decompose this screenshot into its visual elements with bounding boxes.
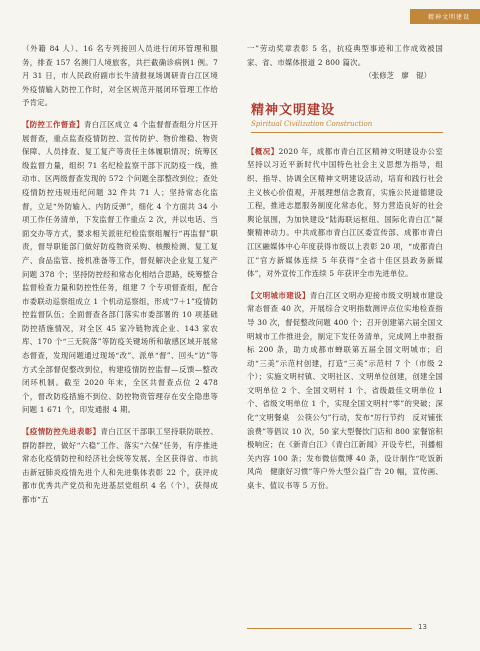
- paragraph-text: 2020 年，成都市青白江区精神文明建设办公室坚持以习近平新时代中国特色社会主义思想为指导，组织、指导、协调全区精神文明建设活动，培育和践行社会主义核心价值观，开展理想信念教育，实施公民道德建设工程，推进志愿服务制度化常态化，努力营造良好的社会舆论氛围，为加快建设“陆海联运枢纽、国际化青白江”凝聚精神动力。中共成都市青白江区委宣传部、成都市青白江区融媒体中心年度获得市级以上表彰 20 项，“成都青白江”官方新媒体连续 5 年获得“全省十佳区县政务新媒体”，对外宣传工作连续 5 年获评全市先进单位。: [247, 146, 443, 279]
- left-paragraph-2: [22, 118, 218, 417]
- right-column: [247, 42, 443, 493]
- right-paragraph-3: [247, 289, 443, 493]
- section-divider: [251, 132, 443, 133]
- paragraph-text: 青白江区干部职工坚持联防联控、群防群控，做好“六稳”工作、落实“六保”任务，有序推进常态化疫情防控和经济社会统等发展。全区获得省、市抗击新冠肺炎疫情先进个人和先进集体表彰 22 个，获评成都市优秀共产党员和先进基层党组织 4 名（个），获得成都市“五: [22, 427, 218, 504]
- paragraph-text: 青白江区成立 4 个监督督查组分片区开展督查，重点监查疫情防控、宣传防护、物价维稳、物资保障、人员排查、复工复产等责任主体履职情况；统筹区级监督力量，组织 71 名纪检监察干部下沉防疫一线，推动市、区两级督查发现的 572 个问题全部整改到位；查处疫情防控违规违纪问题 32 件共 71 人；坚持常态化监督，立足“外防输入、内防反弹”，细化 4 个方面共 34 小项工作任务清单，下发监督工作重点 2 次，并以电话、当面交办等方式，要求相关派驻纪检监察组履行“再监督”职责，督导职能部门做好防疫物资采购、核酸检测、复工复产、食品监管、接机准备等工作，督促解决企业复工复产问题 378 个；坚持防控经和常态化相结合思路，统筹整合监督检查力量和防控性任务，组建 7 个专项督查组，配合市委联动巡察组成立 1 个机动巡察组，形成“7＋1”疫情防控监督队伍；全面督查各部门落实市委部署的 10 项基础防控措施情况，对全区 45 家冷链物流企业、143 家农库、170 个“三无院落”等防疫关键场所和敏感区域开展常态督查，发现问题通过现场“改”、派单“督”、回头“访”等方式全部督促整改到位，构建疫情防控监督—反馈—整改闭环机制。截至 2020 年末，全区共督查点位 2 478 个，督改防疫措施不到位、防控物资管理存在安全隐患等问题 1 671 个，印发通报 4 期。: [22, 119, 218, 415]
- right-paragraph-1: 一”劳动奖章表彰 5 名，抗疫典型事迹和工作成效被国家、省、市媒体报道 2 800 篇次。: [247, 44, 443, 67]
- paragraph-text: 青白江区文明办迎接市级文明城市建设常态督查 40 次，开展综合文明指数测评点位实地检查指导 30 次，督促整改问题 400 个；召开创建第六届全国文明城市工作推进会，制定下发任务清单，完成网上申报指标 200 条，助力成都市蝉联第五届全国文明城市；启动“三美”示范村创建，打造“三美”示范村 7 个（市级 2 个）；实施文明村镇、文明社区、文明单位创建，创建全国文明单位 2 个、全国文明村 1 个、省级最佳文明单位 1 个、省级文明单位 1 个，实现全国文明村“零”的突破；深化“文明餐桌 公筷公勺”行动，发布“厉行节约 反对铺张浪费”等倡议 10 次，50 家大型餐饮门店和 800 家餐馆积极响应；在《新青白江》《青白江新闻》开设专栏，刊播相关内容 100 条；发布微信微博 40 条，设计制作“吃饭新风尚 健康好习惯”等户外大型公益广告 20 幅，宣传画、桌卡、值议书等 5 万份。: [247, 290, 444, 491]
- subsection-tag: 【疫情防控先进表彰】: [22, 427, 101, 437]
- left-paragraph-1: （外籍 84 人）、16 名专列接回人员进行闭环管理和服务，排查 157 名澳门人境旅客，共拦截确诊病例1 例。7 月 31 日，市人民政府副市长牛清报视场调研青白江区境外疫情输入防控工作时，对全区规范开展闭环管理工作给予肯定。: [22, 44, 218, 108]
- subsection-tag: 【防控工作督查】: [22, 119, 84, 129]
- section-title: 精神文明建设: [251, 102, 336, 118]
- author-signature: （张修芝 廖 锟）: [364, 71, 431, 81]
- left-column: [22, 42, 218, 507]
- footer-divider: [247, 628, 412, 629]
- subsection-tag: 【文明城市建设】: [247, 290, 310, 300]
- page-number: 13: [418, 623, 427, 631]
- subsection-tag: 【概况】: [247, 146, 279, 156]
- section-subtitle: Spiritual Civilization Construction: [251, 119, 373, 128]
- header-tag: 精神文明建设: [410, 9, 480, 24]
- left-paragraph-3: [22, 425, 218, 507]
- right-paragraph-2: [247, 145, 443, 281]
- section-heading: [247, 99, 443, 133]
